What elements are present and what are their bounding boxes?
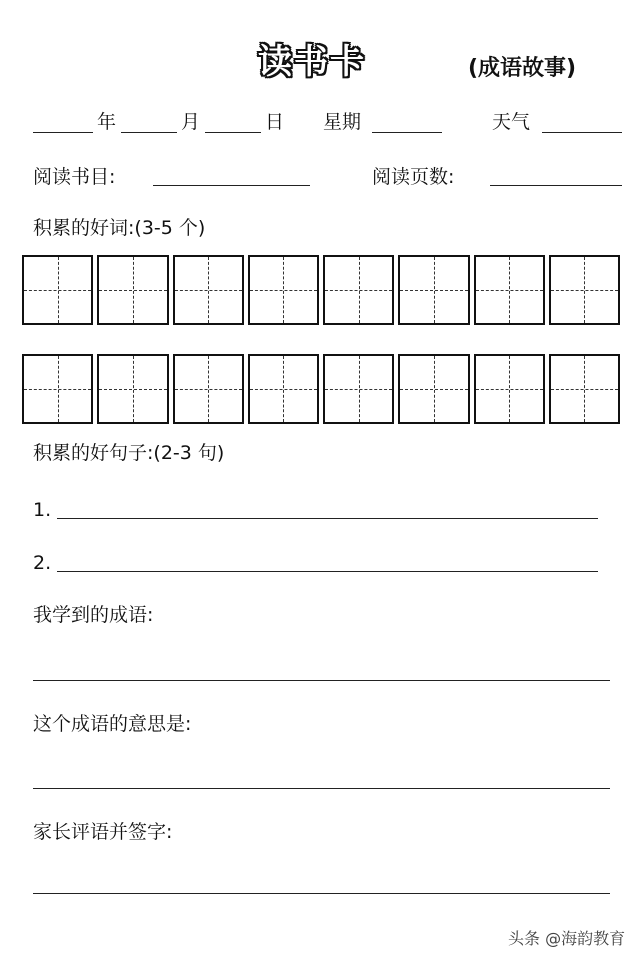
word-cell[interactable] <box>173 255 244 325</box>
book-title-field[interactable] <box>153 185 310 186</box>
page-subtitle: (成语故事) <box>468 56 577 81</box>
month-field[interactable] <box>121 132 177 133</box>
watermark: 头条 @海韵教育 <box>508 929 626 948</box>
word-cell[interactable] <box>474 255 545 325</box>
book-title-label: 阅读书目: <box>33 166 116 188</box>
word-cell[interactable] <box>22 354 93 424</box>
word-cell[interactable] <box>323 255 394 325</box>
pages-field[interactable] <box>490 185 622 186</box>
sentences-label: 积累的好句子:(2-3 句) <box>33 442 225 464</box>
month-label: 月 <box>181 111 201 133</box>
parent-comment-field[interactable] <box>33 893 610 894</box>
day-label: 日 <box>265 111 285 133</box>
word-cell[interactable] <box>398 354 469 424</box>
sentence-number-2: 2. <box>33 552 52 574</box>
meaning-field[interactable] <box>33 788 610 789</box>
page-title: 读书卡 <box>258 42 366 82</box>
sentence-field-1[interactable] <box>57 518 598 519</box>
weekday-label: 星期 <box>323 111 362 133</box>
word-cell[interactable] <box>173 354 244 424</box>
sentence-number-1: 1. <box>33 499 52 521</box>
parent-comment-label: 家长评语并签字: <box>33 821 173 843</box>
word-cell[interactable] <box>248 255 319 325</box>
idiom-field[interactable] <box>33 680 610 681</box>
sentence-field-2[interactable] <box>57 571 598 572</box>
word-cell[interactable] <box>323 354 394 424</box>
word-cell[interactable] <box>248 354 319 424</box>
word-cell[interactable] <box>474 354 545 424</box>
word-cell[interactable] <box>398 255 469 325</box>
year-label: 年 <box>97 111 117 133</box>
words-label: 积累的好词:(3-5 个) <box>33 217 206 239</box>
word-cell[interactable] <box>97 354 168 424</box>
word-cell[interactable] <box>97 255 168 325</box>
year-field[interactable] <box>33 132 93 133</box>
weekday-field[interactable] <box>372 132 442 133</box>
weather-field[interactable] <box>542 132 622 133</box>
word-cell[interactable] <box>22 255 93 325</box>
idiom-label: 我学到的成语: <box>33 604 154 626</box>
word-grid-row-2 <box>22 354 620 424</box>
word-cell[interactable] <box>549 255 620 325</box>
word-cell[interactable] <box>549 354 620 424</box>
meaning-label: 这个成语的意思是: <box>33 713 192 735</box>
weather-label: 天气 <box>492 111 531 133</box>
pages-label: 阅读页数: <box>372 166 455 188</box>
word-grid-row-1 <box>22 255 620 325</box>
day-field[interactable] <box>205 132 261 133</box>
